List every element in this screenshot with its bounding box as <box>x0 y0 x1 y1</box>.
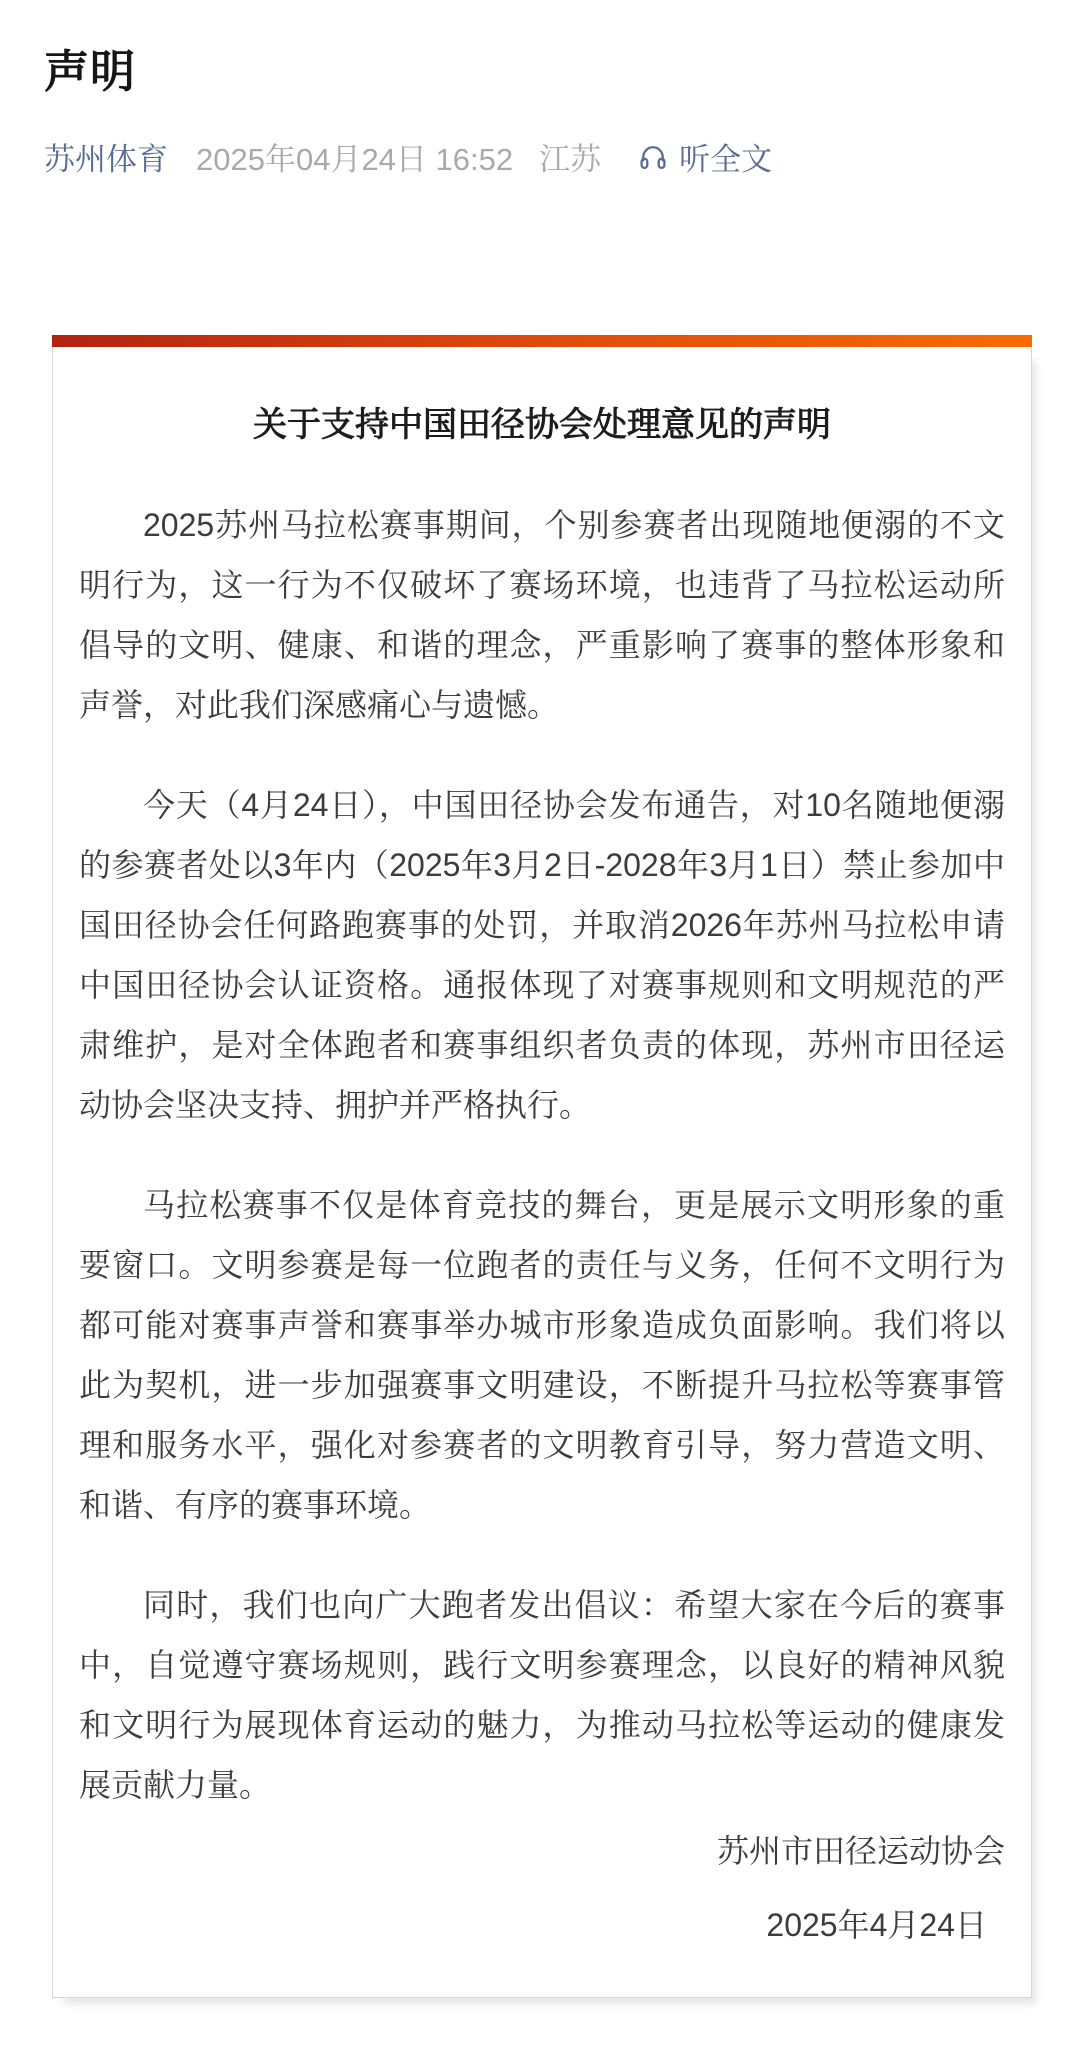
statement-title: 关于支持中国田径协会处理意见的声明 <box>253 406 831 445</box>
statement-card-body <box>52 347 1032 1998</box>
publish-datetime: 2025年04月24日 16:52 <box>196 142 514 178</box>
listen-label: 听全文 <box>679 142 773 178</box>
accent-bar <box>52 335 1032 347</box>
statement-paragraph: 同时，我们也向广大跑者发出倡议：希望大家在今后的赛事中，自觉遵守赛场规则，践行文明参赛理念，以良好的精神风貌和文明行为展现体育运动的魅力，为推动马拉松等运动的健康发展贡献力量。 <box>79 1587 1005 1804</box>
page-title: 声明 <box>44 46 137 97</box>
statement-body <box>79 495 1005 1815</box>
statement-date: 2025年4月24日 <box>766 1907 987 1944</box>
listen-full-text-button[interactable] <box>637 134 772 179</box>
article-meta <box>44 134 1040 179</box>
headphones-icon <box>637 141 669 173</box>
statement-signature: 苏州市田径运动协会 <box>716 1833 1005 1870</box>
statement-card <box>52 335 1032 1998</box>
account-link[interactable]: 苏州体育 <box>44 142 168 178</box>
statement-paragraph: 2025苏州马拉松赛事期间，个别参赛者出现随地便溺的不文明行为，这一行为不仅破坏了赛场环境，也违背了马拉松运动所倡导的文明、健康、和谐的理念，严重影响了赛事的整体形象和声誉，对此我们深感痛心与遗憾。 <box>79 507 1005 724</box>
statement-paragraph: 马拉松赛事不仅是体育竞技的舞台，更是展示文明形象的重要窗口。文明参赛是每一位跑者的责任与义务，任何不文明行为都可能对赛事声誉和赛事举办城市形象造成负面影响。我们将以此为契机，进一步加强赛事文明建设，不断提升马拉松等赛事管理和服务水平，强化对参赛者的文明教育引导，努力营造文明、和谐、有序的赛事环境。 <box>79 1187 1005 1524</box>
statement-paragraph: 今天（4月24日），中国田径协会发布通告，对10名随地便溺的参赛者处以3年内（2025年3月2日-2028年3月1日）禁止参加中国田径协会任何路跑赛事的处罚，并取消2026年苏州马拉松申请中国田径协会认证资格。通报体现了对赛事规则和文明规范的严肃维护，是对全体跑者和赛事组织者负责的体现，苏州市田径运动协会坚决支持、拥护并严格执行。 <box>79 787 1005 1124</box>
publish-location: 江苏 <box>539 142 602 178</box>
